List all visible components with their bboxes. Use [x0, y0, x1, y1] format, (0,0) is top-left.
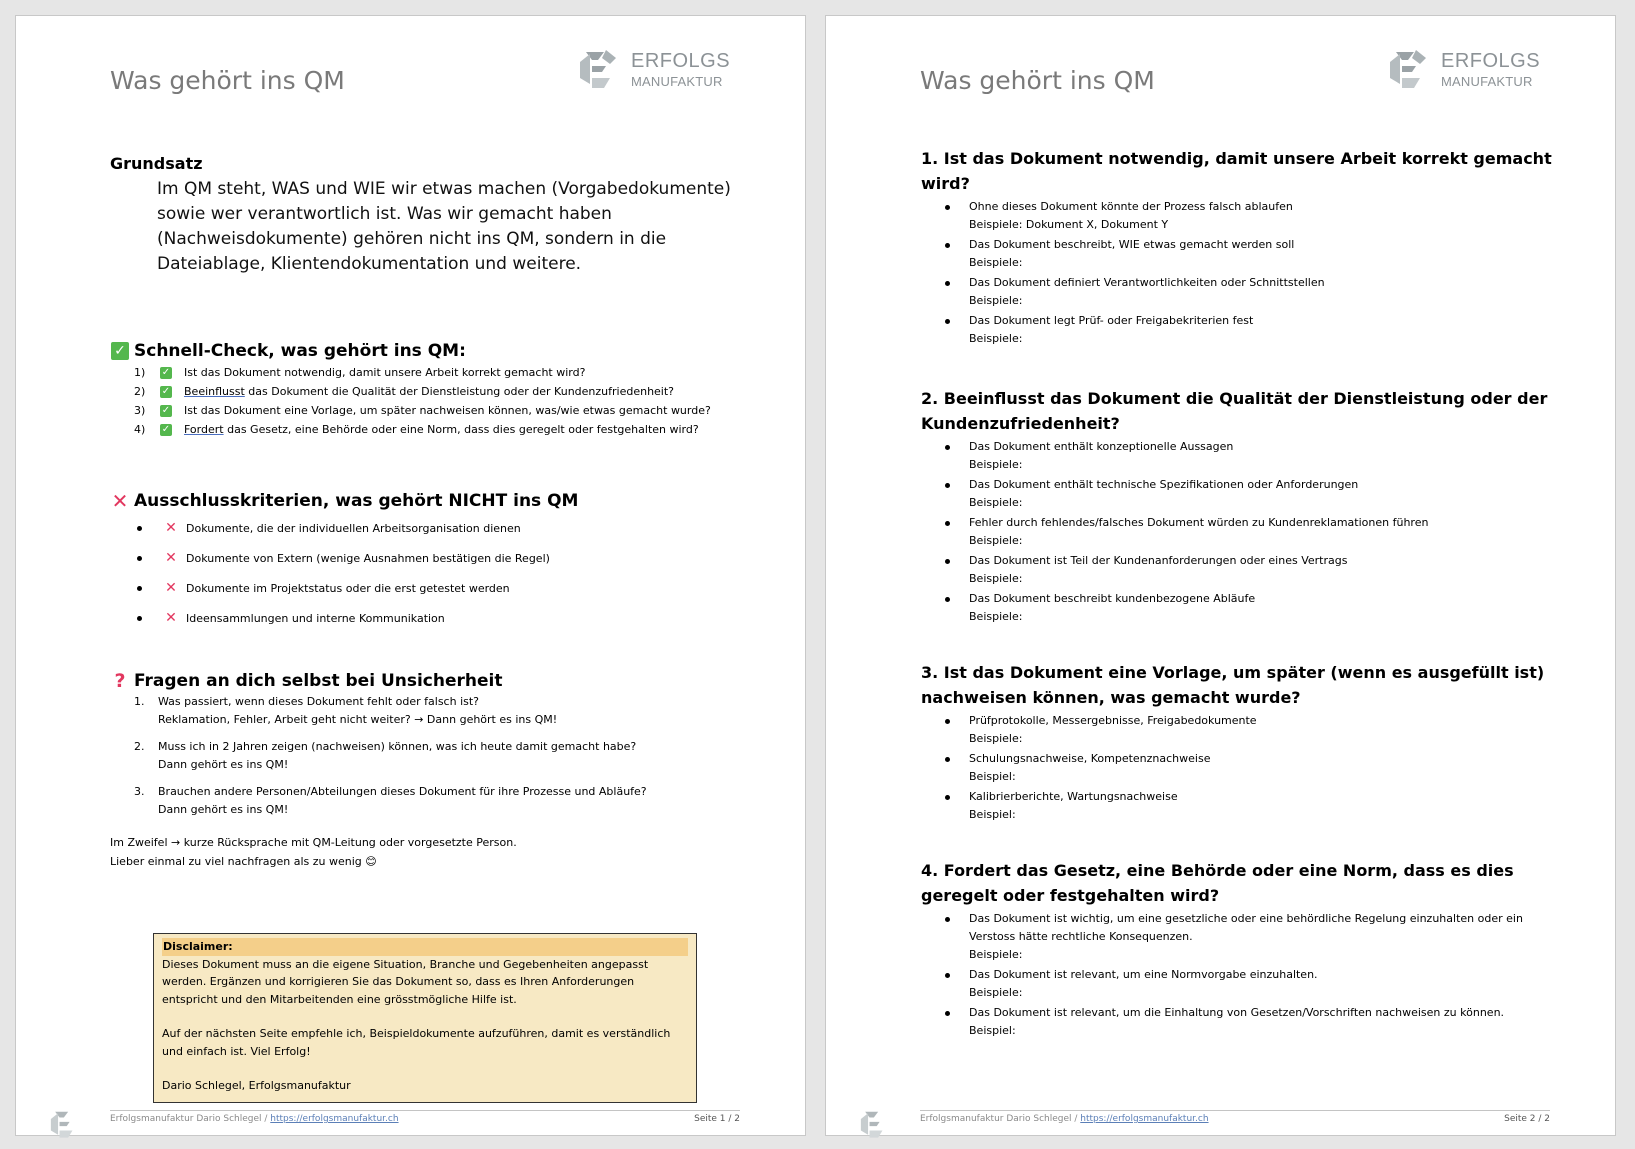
company-logo: [576, 44, 736, 99]
item-statement: Das Dokument definiert Verantwortlichkeiten oder Schnittstellen: [969, 276, 1325, 289]
zweifel-line-2: Lieber einmal zu viel nachfragen als zu wenig 😊: [110, 855, 377, 868]
item-number: 2.: [134, 740, 145, 753]
item-text: Dokumente im Projektstatus oder die erst getestet werden: [186, 581, 510, 595]
check-icon: ✓: [110, 341, 130, 361]
list-item: [110, 513, 740, 543]
item-examples: Beispiele:: [969, 496, 1023, 509]
bullet-icon: [945, 243, 950, 248]
item-text: [969, 198, 1293, 234]
item-rest: das Dokument die Qualität der Dienstleistung oder der Kundenzufriedenheit?: [244, 385, 675, 398]
list-item: [921, 1004, 1561, 1040]
list-item: [921, 590, 1561, 626]
item-number: 4): [134, 423, 146, 436]
bullet-icon: [945, 205, 950, 210]
company-logo: [1386, 44, 1546, 99]
list-item: [110, 738, 740, 774]
question-items: [921, 198, 1561, 348]
bullet-icon: [945, 483, 950, 488]
page-footer: [110, 1110, 740, 1124]
item-text: [969, 712, 1257, 748]
item-text: Ist das Dokument notwendig, damit unsere Arbeit korrekt gemacht wird?: [184, 366, 586, 379]
item-answer: Dann gehört es ins QM!: [158, 803, 289, 816]
bullet-icon: [945, 719, 950, 724]
footer-logo-icon: [48, 1106, 84, 1142]
fragen-list: [110, 693, 740, 819]
item-statement: Das Dokument ist relevant, um die Einhaltung von Gesetzen/Vorschriften nachweisen zu können.: [969, 1006, 1505, 1019]
bullet-icon: [945, 521, 950, 526]
item-text: [969, 552, 1347, 588]
item-statement: Kalibrierberichte, Wartungsnachweise: [969, 790, 1178, 803]
check-icon: ✓: [161, 366, 171, 378]
list-item: [110, 420, 740, 439]
list-item: [921, 198, 1561, 234]
list-item: [921, 966, 1561, 1002]
question-block: [921, 858, 1561, 1040]
item-statement: Das Dokument beschreibt kundenbezogene Abläufe: [969, 592, 1256, 605]
bullet-icon: [945, 917, 950, 922]
fragen-heading: [110, 671, 740, 691]
ausschluss-heading-text: Ausschlusskriterien, was gehört NICHT ins QM: [134, 491, 579, 511]
logo-line-2: MANUFAKTUR: [631, 74, 723, 89]
item-examples: Beispiele:: [969, 458, 1023, 471]
ausschluss-heading: [110, 491, 740, 511]
item-answer: Reklamation, Fehler, Arbeit geht nicht weiter? → Dann gehört es ins QM!: [158, 713, 558, 726]
item-number: 1): [134, 366, 146, 379]
schnellcheck-heading: [110, 341, 740, 361]
item-examples: Beispiel:: [969, 1024, 1016, 1037]
item-text: [969, 274, 1325, 310]
item-examples: Beispiele:: [969, 732, 1023, 745]
item-answer: Dann gehört es ins QM!: [158, 758, 289, 771]
document-page-2: [825, 15, 1616, 1136]
list-item: [921, 552, 1561, 588]
item-examples: Beispiele:: [969, 986, 1023, 999]
list-item: [921, 312, 1561, 348]
cross-icon: ✕: [165, 610, 177, 626]
item-examples: Beispiel:: [969, 808, 1016, 821]
question-heading: 2. Beeinflusst das Dokument die Qualität der Dienstleistung oder der Kundenzufriedenheit?: [921, 389, 1548, 433]
zweifel-line-1: Im Zweifel → kurze Rücksprache mit QM-Leitung oder vorgesetzte Person.: [110, 836, 517, 849]
page-number: Seite 2 / 2: [1504, 1114, 1550, 1124]
list-item: [110, 363, 740, 382]
list-item: [110, 543, 740, 573]
item-lead-word: Fordert: [184, 423, 224, 436]
item-text: [184, 423, 699, 436]
page-2-content: [921, 146, 1561, 1074]
item-statement: Das Dokument ist wichtig, um eine gesetzliche oder eine behördliche Regelung einzuhalten oder ein Verstoss hätte rechtliche Konsequenzen.: [969, 912, 1523, 943]
item-rest: das Gesetz, eine Behörde oder eine Norm, dass dies geregelt oder festgehalten wird?: [223, 423, 699, 436]
item-statement: Das Dokument enthält konzeptionelle Aussagen: [969, 440, 1234, 453]
schnellcheck-list: [110, 363, 740, 439]
item-text: [969, 910, 1561, 964]
footer-left: [110, 1114, 399, 1124]
question-items: [921, 910, 1561, 1040]
ausschluss-list: [110, 513, 740, 633]
item-text: [158, 738, 636, 774]
item-text: [969, 590, 1255, 626]
grundsatz-text: Im QM steht, WAS und WIE wir etwas machen (Vorgabedokumente) sowie wer verantwortlich ist. Was wir gemacht haben (Nachweisdokumente) gehören nicht ins QM, sondern in die Dateiablage, Klientendokumentation und weitere.: [157, 179, 731, 274]
document-page-1: [15, 15, 806, 1136]
item-examples: Beispiele:: [969, 534, 1023, 547]
item-statement: Das Dokument ist relevant, um eine Normvorgabe einzuhalten.: [969, 968, 1318, 981]
item-statement: Das Dokument enthält technische Spezifikationen oder Anforderungen: [969, 478, 1359, 491]
question-heading: 1. Ist das Dokument notwendig, damit unsere Arbeit korrekt gemacht wird?: [921, 149, 1552, 193]
item-text: [969, 1004, 1504, 1040]
question-block: [921, 386, 1561, 626]
question-heading: 4. Fordert das Gesetz, eine Behörde oder eine Norm, dass es dies geregelt oder festgehalten wird?: [921, 861, 1514, 905]
list-item: [921, 910, 1561, 964]
list-item: [921, 788, 1561, 824]
item-text: Dokumente, die der individuellen Arbeitsorganisation dienen: [186, 521, 521, 535]
item-text: [969, 966, 1318, 1002]
item-examples: Beispiele:: [969, 294, 1023, 307]
list-item: [921, 712, 1561, 748]
bullet-icon: [945, 559, 950, 564]
list-item: [110, 603, 740, 633]
item-examples: Beispiele:: [969, 256, 1023, 269]
item-text: [969, 750, 1210, 786]
item-examples: Beispiele:: [969, 332, 1023, 345]
fragen-heading-text: Fragen an dich selbst bei Unsicherheit: [134, 671, 503, 691]
schnellcheck-heading-text: Schnell-Check, was gehört ins QM:: [134, 341, 466, 361]
item-question: Was passiert, wenn dieses Dokument fehlt oder falsch ist?: [158, 695, 480, 708]
page-number: Seite 1 / 2: [694, 1114, 740, 1124]
page-footer: [920, 1110, 1550, 1124]
bullet-icon: [137, 526, 142, 531]
bullet-icon: [137, 616, 142, 621]
page-title: Was gehört ins QM: [110, 66, 345, 95]
bullet-icon: [945, 319, 950, 324]
item-text: [969, 236, 1294, 272]
item-statement: Das Dokument legt Prüf- oder Freigabekriterien fest: [969, 314, 1254, 327]
bullet-icon: [945, 1011, 950, 1016]
item-number: 1.: [134, 695, 145, 708]
question-block: [921, 660, 1561, 824]
disclaimer-paragraph-1: Dieses Dokument muss an die eigene Situation, Branche und Gegebenheiten angepasst werden. Ergänzen und korrigieren Sie das Dokument so, dass es Ihren Anforderungen entspricht und den Mitarbeitenden eine grösstmögliche Hilfe ist.: [162, 957, 649, 1006]
page-1-content: [110, 154, 740, 871]
cross-icon: ✕: [165, 550, 177, 566]
bullet-icon: [137, 586, 142, 591]
item-examples: Beispiele: Dokument X, Dokument Y: [969, 218, 1169, 231]
item-question: Brauchen andere Personen/Abteilungen dieses Dokument für ihre Prozesse und Abläufe?: [158, 785, 647, 798]
item-question: Muss ich in 2 Jahren zeigen (nachweisen) können, was ich heute damit gemacht habe?: [158, 740, 637, 753]
item-text: [969, 312, 1253, 348]
disclaimer-paragraph-2: Auf der nächsten Seite empfehle ich, Beispieldokumente aufzuführen, damit es verständlich und einfach ist. Viel Erfolg!: [162, 1027, 671, 1058]
item-text: [969, 514, 1428, 550]
item-examples: Beispiele:: [969, 572, 1023, 585]
footer-logo-icon: [858, 1106, 894, 1142]
cross-icon: ✕: [111, 489, 129, 513]
list-item: [921, 274, 1561, 310]
question-heading: 3. Ist das Dokument eine Vorlage, um später (wenn es ausgefüllt ist) nachweisen können, was gemacht wurde?: [921, 663, 1545, 707]
item-examples: Beispiele:: [969, 610, 1023, 623]
disclaimer-box: [153, 933, 697, 1103]
erfolgsmanufaktur-logo-icon: [576, 44, 626, 94]
question-items: [921, 438, 1561, 626]
list-item: [110, 401, 740, 420]
item-statement: Fehler durch fehlendes/falsches Dokument würden zu Kundenreklamationen führen: [969, 516, 1429, 529]
item-statement: Das Dokument ist Teil der Kundenanforderungen oder eines Vertrags: [969, 554, 1348, 567]
item-examples: Beispiel:: [969, 770, 1016, 783]
logo-line-1: ERFOLGS: [1441, 50, 1541, 72]
disclaimer-signature: Dario Schlegel, Erfolgsmanufaktur: [162, 1079, 351, 1092]
item-statement: Ohne dieses Dokument könnte der Prozess falsch ablaufen: [969, 200, 1293, 213]
cross-icon: ✕: [165, 580, 177, 596]
list-item: [110, 382, 740, 401]
item-text: [158, 783, 647, 819]
item-statement: Prüfprotokolle, Messergebnisse, Freigabedokumente: [969, 714, 1257, 727]
footer-link[interactable]: https://erfolgsmanufaktur.ch: [270, 1114, 399, 1124]
footer-link[interactable]: https://erfolgsmanufaktur.ch: [1080, 1114, 1209, 1124]
item-text: [969, 438, 1233, 474]
logo-line-1: ERFOLGS: [631, 50, 731, 72]
item-text: [969, 476, 1358, 512]
item-text: [184, 385, 674, 398]
logo-line-2: MANUFAKTUR: [1441, 74, 1533, 89]
list-item: [921, 476, 1561, 512]
question-items: [921, 712, 1561, 824]
list-item: [921, 236, 1561, 272]
bullet-icon: [945, 973, 950, 978]
item-number: 3.: [134, 785, 145, 798]
list-item: [921, 438, 1561, 474]
item-statement: Das Dokument beschreibt, WIE etwas gemacht werden soll: [969, 238, 1295, 251]
item-number: 3): [134, 404, 146, 417]
item-examples: Beispiele:: [969, 948, 1023, 961]
footer-left: [920, 1114, 1209, 1124]
bullet-icon: [945, 757, 950, 762]
list-item: [110, 573, 740, 603]
list-item: [110, 693, 740, 729]
item-text: Ist das Dokument eine Vorlage, um später nachweisen können, was/wie etwas gemacht wurde?: [184, 404, 711, 417]
page-title: Was gehört ins QM: [920, 66, 1155, 95]
question-block: [921, 146, 1561, 348]
list-item: [110, 783, 740, 819]
bullet-icon: [945, 597, 950, 602]
cross-icon: ✕: [165, 520, 177, 536]
item-text: Dokumente von Extern (wenige Ausnahmen bestätigen die Regel): [186, 551, 550, 565]
item-text: [158, 693, 557, 729]
bullet-icon: [137, 556, 142, 561]
item-lead-word: Beeinflusst: [184, 385, 245, 398]
item-statement: Schulungsnachweise, Kompetenznachweise: [969, 752, 1211, 765]
check-icon: ✓: [161, 404, 171, 416]
bullet-icon: [945, 281, 950, 286]
bullet-icon: [945, 445, 950, 450]
footer-author: Erfolgsmanufaktur Dario Schlegel /: [110, 1114, 271, 1124]
grundsatz-heading: Grundsatz: [110, 154, 203, 173]
list-item: [921, 750, 1561, 786]
list-item: [921, 514, 1561, 550]
question-mark-icon: ?: [114, 670, 126, 692]
disclaimer-heading: Disclaimer:: [162, 938, 688, 956]
item-text: [969, 788, 1178, 824]
item-text: Ideensammlungen und interne Kommunikation: [186, 611, 445, 625]
bullet-icon: [945, 795, 950, 800]
zweifel-note: [110, 833, 740, 871]
item-number: 2): [134, 385, 146, 398]
check-icon: ✓: [161, 385, 171, 397]
check-icon: ✓: [161, 423, 171, 435]
footer-author: Erfolgsmanufaktur Dario Schlegel /: [920, 1114, 1081, 1124]
erfolgsmanufaktur-logo-icon: [1386, 44, 1436, 94]
